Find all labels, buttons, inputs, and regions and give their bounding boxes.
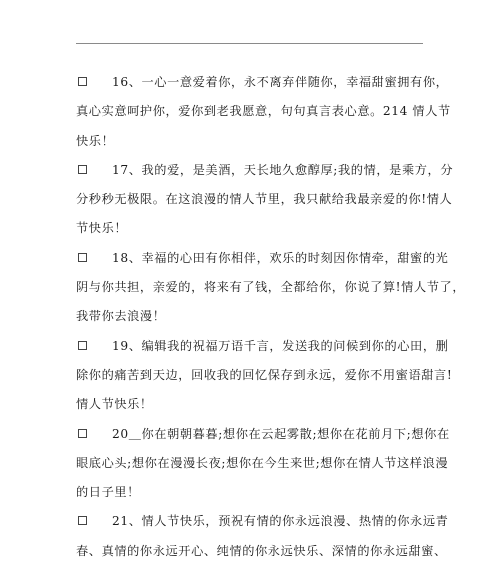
list-item <box>76 420 450 508</box>
list-item <box>76 68 451 156</box>
item-text: 16、一心一意爱着你，永不离弃伴随你，幸福甜蜜拥有你， <box>112 75 449 89</box>
item-text: 19、编辑我的祝福万语千言，发送我的问候到你的心田，删 <box>112 338 449 353</box>
item-text-line: 节快乐！ <box>76 221 128 236</box>
item-first-line <box>76 507 449 536</box>
item-text-line: 快乐！ <box>76 133 115 148</box>
item-first-line <box>76 68 449 97</box>
item-text-line: 春、真情的你永远开心、纯情的你永远快乐、深情的你永远甜蜜、 <box>76 543 447 558</box>
checkbox-icon[interactable] <box>78 253 87 262</box>
checkbox-icon[interactable] <box>78 165 87 174</box>
item-first-line <box>76 332 449 361</box>
item-text: 18、幸福的心田有你相伴，欢乐的时刻因你情牵，甜蜜的光 <box>112 250 449 265</box>
item-first-line <box>76 244 449 273</box>
item-first-line <box>76 156 454 185</box>
item-text-line: 除你的痛苦到天边，回收我的回忆保存到永远，爱你不用蜜语甜言! <box>76 367 453 382</box>
list-item <box>76 244 466 332</box>
item-text: 17、我的爱，是美酒，天长地久愈醇厚;我的情，是乘方，分 <box>112 162 454 177</box>
list-item <box>76 507 449 566</box>
checkbox-icon[interactable] <box>78 429 87 438</box>
item-text-line: 眼底心头;想你在漫漫长夜;想你在今生来世;想你在情人节这样浪漫 <box>76 455 449 470</box>
item-text-line: 分秒秒无极限。在这浪漫的情人节里，我只献给我最亲爱的你!情人 <box>76 192 453 207</box>
checkbox-icon[interactable] <box>78 516 87 525</box>
checkbox-icon[interactable] <box>78 341 87 350</box>
item-text: 20＿你在朝朝暮暮;想你在云起雾散;想你在花前月下;想你在 <box>112 426 450 441</box>
checkbox-icon[interactable] <box>78 77 87 86</box>
list-item <box>76 332 453 420</box>
header-rule <box>76 43 423 44</box>
item-first-line <box>76 420 450 449</box>
list-item <box>76 156 454 244</box>
item-text-line: 情人节快乐！ <box>76 397 153 412</box>
item-text-line: 的日子里！ <box>76 485 140 500</box>
item-text-line: 真心实意呵护你，爱你到老我愿意，句句真言表心意。214 情人节 <box>76 104 451 119</box>
item-text-line: 我带你去浪漫！ <box>76 309 166 324</box>
item-text: 21、情人节快乐，预祝有情的你永远浪漫、热情的你永远青 <box>112 514 449 529</box>
item-text-line: 阴与你共担，亲爱的，将来有了钱，全都给你，你说了算!情人节了， <box>76 280 466 295</box>
message-list <box>76 68 466 566</box>
